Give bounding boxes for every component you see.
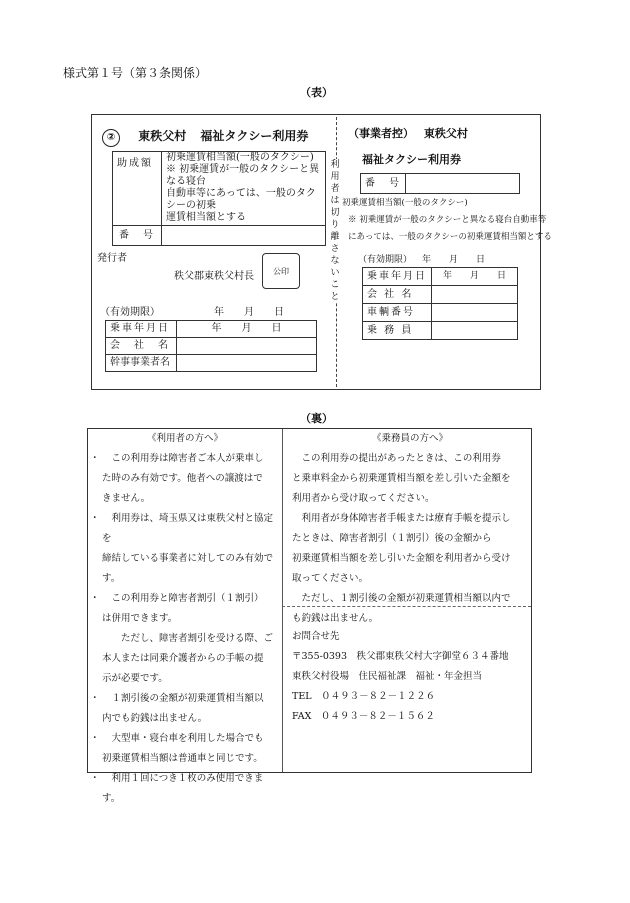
stub-number-field[interactable]: [406, 174, 520, 194]
operator-label: 幹事事業者名: [106, 355, 177, 372]
back-divider: [282, 429, 283, 772]
official-seal: 公印: [262, 253, 300, 289]
stub-driver-label: 乗 務 員: [363, 322, 432, 340]
contact-fax: FAX ０４９３－８２－１５６２: [292, 711, 435, 722]
subsidy-label: 助成額: [113, 152, 162, 226]
user-notes-title: 《利用者の方へ》: [146, 433, 223, 444]
stub-ride-date-label: 乗車年月日: [363, 268, 432, 286]
issuer-name: 秩父郡東秩父村長: [174, 271, 254, 282]
stub-title-main: 福祉タクシー利用券: [362, 153, 461, 166]
contact-address: 〒355-0393 秩父郡東秩父村大字御堂６３４番地: [292, 651, 509, 662]
front-ticket: [91, 114, 552, 390]
number-field[interactable]: [162, 226, 326, 246]
validity-label: （有効期限）: [100, 307, 160, 318]
company-label: 会 社 名: [106, 338, 177, 355]
company-field[interactable]: [177, 338, 317, 355]
stub-company-field[interactable]: [432, 286, 518, 304]
user-notes-body: ・ この利用券は障害者ご本人が乗車し た時のみ有効です。他者への譲渡はで きません。 ・ 利用券は、埼玉県又は東秩父村と協定を 締結している事業者に対してのみ有効で す。 ・ この利用券と障害者割引（１割引） は併用できます。 ただし、障害者割引を受ける際、ご 本人または同乗介護者からの手帳の提 示が必要です。 ・ １割引後の金額が初乗運賃相当額以 内でも釣銭は出ません。 ・ 大型車・寝台車を利用した場合でも 初乗運賃相当額は普通車と同じです。 ・ 利用１回につき１枚のみ使用できま す。: [90, 453, 274, 804]
stub-vehicle-label: 車輌番号: [363, 304, 432, 322]
driver-notes: 《乗務員の方へ》 この利用券の提出があったときは、この利用券 と乗車料金から初乗運賃相当額を差し引いた金額を 利用者から受け取ってください。 利用者が身体障害者手帳または療育手帳を提示し たときは、障害者割引（１割引）後の金額から 初乗運賃相当額を差し引いた金額を利用者から受け 取ってください。 ただし、１割引後の金額が初乗運賃相当額以内で も釣銭は出ません。: [292, 429, 528, 629]
stub-vehicle-field[interactable]: [432, 304, 518, 322]
stub-ride-date-field[interactable]: 年 月 日: [432, 268, 518, 286]
stub-title: （事業者控） 東秩父村: [348, 127, 468, 140]
subsidy-table: [112, 151, 326, 246]
title-village: 東秩父村: [138, 129, 187, 143]
contact-department: 東秩父村役場 住民福祉課 福祉・年金担当: [292, 671, 483, 682]
contact-title: お問合せ先: [292, 631, 340, 642]
perforation-note: 利用者は切り離さないこと: [328, 159, 342, 303]
title-main: 福祉タクシー利用券: [200, 129, 309, 143]
issuer-label: 発行者: [97, 253, 127, 264]
stub-ride-table: [362, 267, 518, 340]
driver-notes-title: 《乗務員の方へ》: [371, 433, 448, 444]
back-label: （裏）: [300, 412, 333, 425]
stub-number-table: [360, 173, 520, 194]
subsidy-text: 初乗運賃相当額(一般のタクシー) ※ 初乗運賃が一般のタクシーと異なる寝台 自動車等にあっては、一般のタクシーの初乗 運賃相当額とする: [162, 152, 326, 226]
ride-date-label: 乗車年月日: [106, 321, 177, 338]
stub-driver-field[interactable]: [432, 322, 518, 340]
number-mark: ②: [102, 129, 120, 147]
form-number: 様式第１号（第３条関係）: [63, 66, 208, 80]
operator-field[interactable]: [177, 355, 317, 372]
ride-table: [105, 320, 317, 372]
stub-company-label: 会 社 名: [363, 286, 432, 304]
stub-validity-date: 年 月 日: [422, 255, 486, 265]
back-panel: [87, 428, 532, 804]
front-label: （表）: [300, 86, 333, 99]
stub-validity-label: （有効期限）: [358, 255, 413, 265]
validity-date: 年 月 日: [214, 307, 284, 318]
stub-subsidy-text: 初乗運賃相当額(一般のタクシー) ※ 初乗運賃が一般のタクシーと異なる寝台自動車等 にあっては、一般のタクシーの初乗運賃相当額とする: [342, 198, 552, 242]
contact-tel: TEL ０４９３－８２－１２２６: [292, 691, 436, 702]
contact-info: [292, 627, 528, 727]
number-label: 番 号: [113, 226, 162, 246]
ride-date-field[interactable]: 年 月 日: [177, 321, 317, 338]
ticket-title: [102, 127, 308, 147]
user-notes: [88, 429, 282, 809]
stub-number-label: 番 号: [361, 174, 406, 194]
